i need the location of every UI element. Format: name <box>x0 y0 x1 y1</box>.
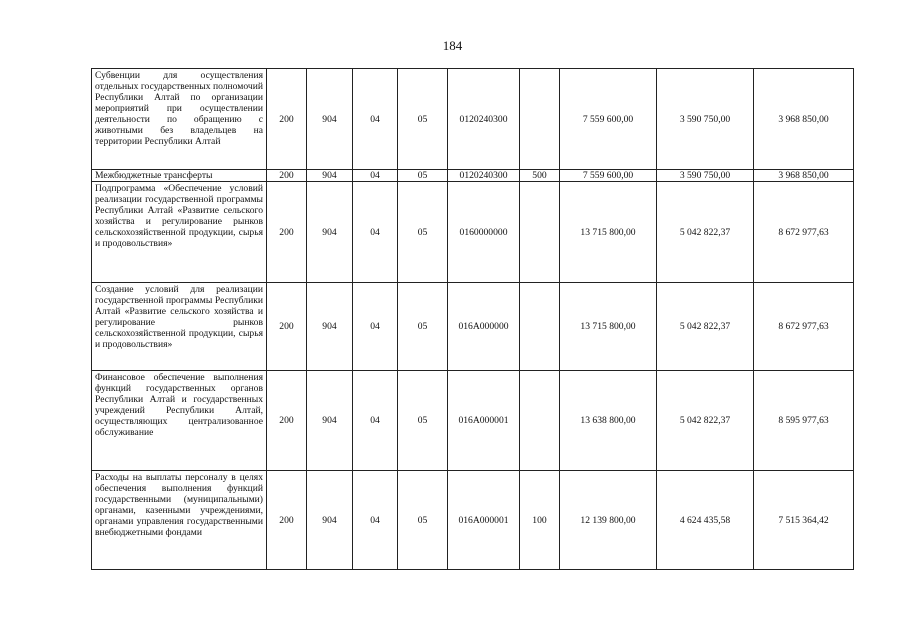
row-description: Субвенции для осуществления отдельных государственных полномочий Республики Алтай по организации мероприятий при осуществлении деятельности по обращению с животными без владельцев на территории Республики Алтай <box>92 69 267 170</box>
cell-sum2: 4 624 435,58 <box>657 471 754 570</box>
budget-table <box>91 68 854 570</box>
cell-sum2: 3 590 750,00 <box>657 69 754 170</box>
cell-code: 0120240300 <box>448 69 520 170</box>
cell-code: 016А000001 <box>448 471 520 570</box>
cell-col1: 200 <box>267 182 307 283</box>
row-description: Подпрограмма «Обеспечение условий реализации государственной программы Республики Алтай «Развитие сельского хозяйства и регулирование рынков сельскохозяйственной продукции, сырья и продовольствия» <box>92 182 267 283</box>
cell-sum3: 8 595 977,63 <box>754 371 854 471</box>
cell-type: 100 <box>520 471 560 570</box>
cell-sum1: 13 715 800,00 <box>560 283 657 371</box>
cell-sum3: 3 968 850,00 <box>754 170 854 182</box>
cell-code: 0160000000 <box>448 182 520 283</box>
table-row <box>92 69 854 170</box>
cell-sum2: 5 042 822,37 <box>657 283 754 371</box>
cell-col2: 904 <box>307 69 353 170</box>
cell-sum3: 8 672 977,63 <box>754 182 854 283</box>
cell-code: 016А000001 <box>448 371 520 471</box>
cell-col2: 904 <box>307 471 353 570</box>
cell-col2: 904 <box>307 283 353 371</box>
table-row <box>92 182 854 283</box>
row-description: Создание условий для реализации государственной программы Республики Алтай «Развитие сельского хозяйства и регулирование рынков сельскохозяйственной продукции, сырья и продовольствия» <box>92 283 267 371</box>
cell-sum1: 13 638 800,00 <box>560 371 657 471</box>
cell-sum2: 5 042 822,37 <box>657 182 754 283</box>
table-row <box>92 471 854 570</box>
table-row <box>92 371 854 471</box>
cell-col4: 05 <box>398 170 448 182</box>
cell-sum1: 13 715 800,00 <box>560 182 657 283</box>
page-number: 184 <box>442 38 463 53</box>
cell-sum3: 3 968 850,00 <box>754 69 854 170</box>
cell-col4: 05 <box>398 471 448 570</box>
cell-col1: 200 <box>267 371 307 471</box>
cell-col4: 05 <box>398 371 448 471</box>
row-description: Расходы на выплаты персоналу в целях обеспечения выполнения функций государственными (муниципальными) органами, казенными учреждениями, органами управления государственными внебюджетными фондами <box>92 471 267 570</box>
cell-type <box>520 69 560 170</box>
cell-type <box>520 371 560 471</box>
cell-type: 500 <box>520 170 560 182</box>
cell-sum1: 12 139 800,00 <box>560 471 657 570</box>
cell-sum3: 7 515 364,42 <box>754 471 854 570</box>
row-description: Финансовое обеспечение выполнения функций государственных органов Республики Алтай и государственных учреждений Республики Алтай, осуществляющих централизованное обслуживание <box>92 371 267 471</box>
table-body <box>92 69 854 570</box>
cell-col2: 904 <box>307 182 353 283</box>
cell-col4: 05 <box>398 182 448 283</box>
table-row <box>92 170 854 182</box>
cell-sum1: 7 559 600,00 <box>560 69 657 170</box>
cell-sum3: 8 672 977,63 <box>754 283 854 371</box>
cell-col2: 904 <box>307 170 353 182</box>
cell-sum2: 3 590 750,00 <box>657 170 754 182</box>
cell-sum2: 5 042 822,37 <box>657 371 754 471</box>
cell-col3: 04 <box>353 69 398 170</box>
cell-col1: 200 <box>267 283 307 371</box>
cell-col3: 04 <box>353 170 398 182</box>
cell-sum1: 7 559 600,00 <box>560 170 657 182</box>
cell-col1: 200 <box>267 170 307 182</box>
cell-type <box>520 283 560 371</box>
cell-code: 0120240300 <box>448 170 520 182</box>
cell-col2: 904 <box>307 371 353 471</box>
cell-col4: 05 <box>398 69 448 170</box>
cell-type <box>520 182 560 283</box>
cell-col1: 200 <box>267 471 307 570</box>
cell-col3: 04 <box>353 371 398 471</box>
cell-col3: 04 <box>353 471 398 570</box>
row-description: Межбюджетные трансферты <box>92 170 267 182</box>
cell-col4: 05 <box>398 283 448 371</box>
cell-col3: 04 <box>353 283 398 371</box>
cell-code: 016А000000 <box>448 283 520 371</box>
table-row <box>92 283 854 371</box>
cell-col3: 04 <box>353 182 398 283</box>
cell-col1: 200 <box>267 69 307 170</box>
